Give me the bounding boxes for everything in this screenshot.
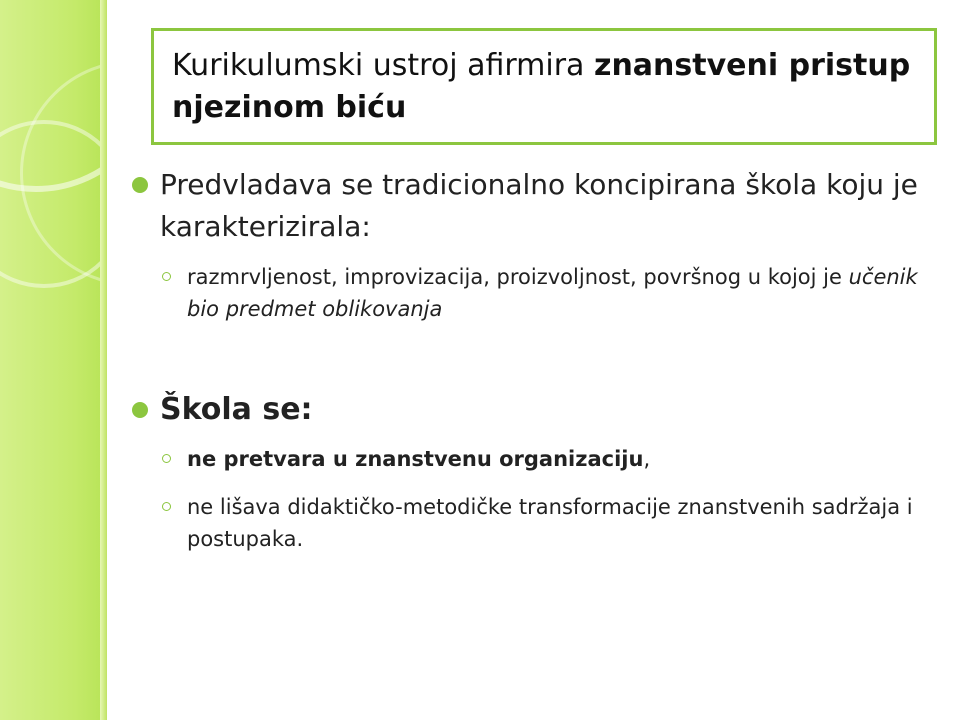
sub-bullet-text: ne lišava didaktičko-metodičke transformacije znanstvenih sadržaja i postupaka. <box>187 495 913 551</box>
bullet-text: Predvladava se tradicionalno koncipirana škola koju je karakterizirala: <box>160 168 918 243</box>
slide-title <box>172 45 916 129</box>
bullet-item <box>130 164 930 248</box>
bullet-dot-icon <box>132 402 148 418</box>
decorative-left-strip <box>0 0 107 720</box>
sub-bullet-bold-text: ne pretvara u znanstvenu organizaciju <box>187 447 644 471</box>
slide-content <box>130 160 930 555</box>
bullet-dot-icon <box>132 177 148 193</box>
sub-bullet-ring-icon <box>162 272 171 281</box>
sub-bullet-ring-icon <box>162 502 171 511</box>
sub-bullet-italic-text: učenik bio predmet oblikovanja <box>187 265 918 321</box>
title-box <box>151 28 937 145</box>
sub-bullet-text: , <box>643 447 651 471</box>
strip-edge <box>100 0 107 720</box>
bullet-text: Škola se: <box>160 392 313 427</box>
title-normal-text: Kurikulumski ustroj afirmira <box>172 48 594 83</box>
sub-bullet-item <box>130 261 930 325</box>
sub-bullet-text: razmrvljenost, improvizacija, proizvoljnost, površnog u kojoj je <box>187 265 849 289</box>
sub-bullet-item <box>130 443 930 475</box>
title-bold-text: znanstveni pristup njezinom biću <box>172 48 911 125</box>
sub-bullet-item <box>130 491 930 555</box>
sub-bullet-ring-icon <box>162 454 171 463</box>
bullet-item <box>130 389 930 431</box>
